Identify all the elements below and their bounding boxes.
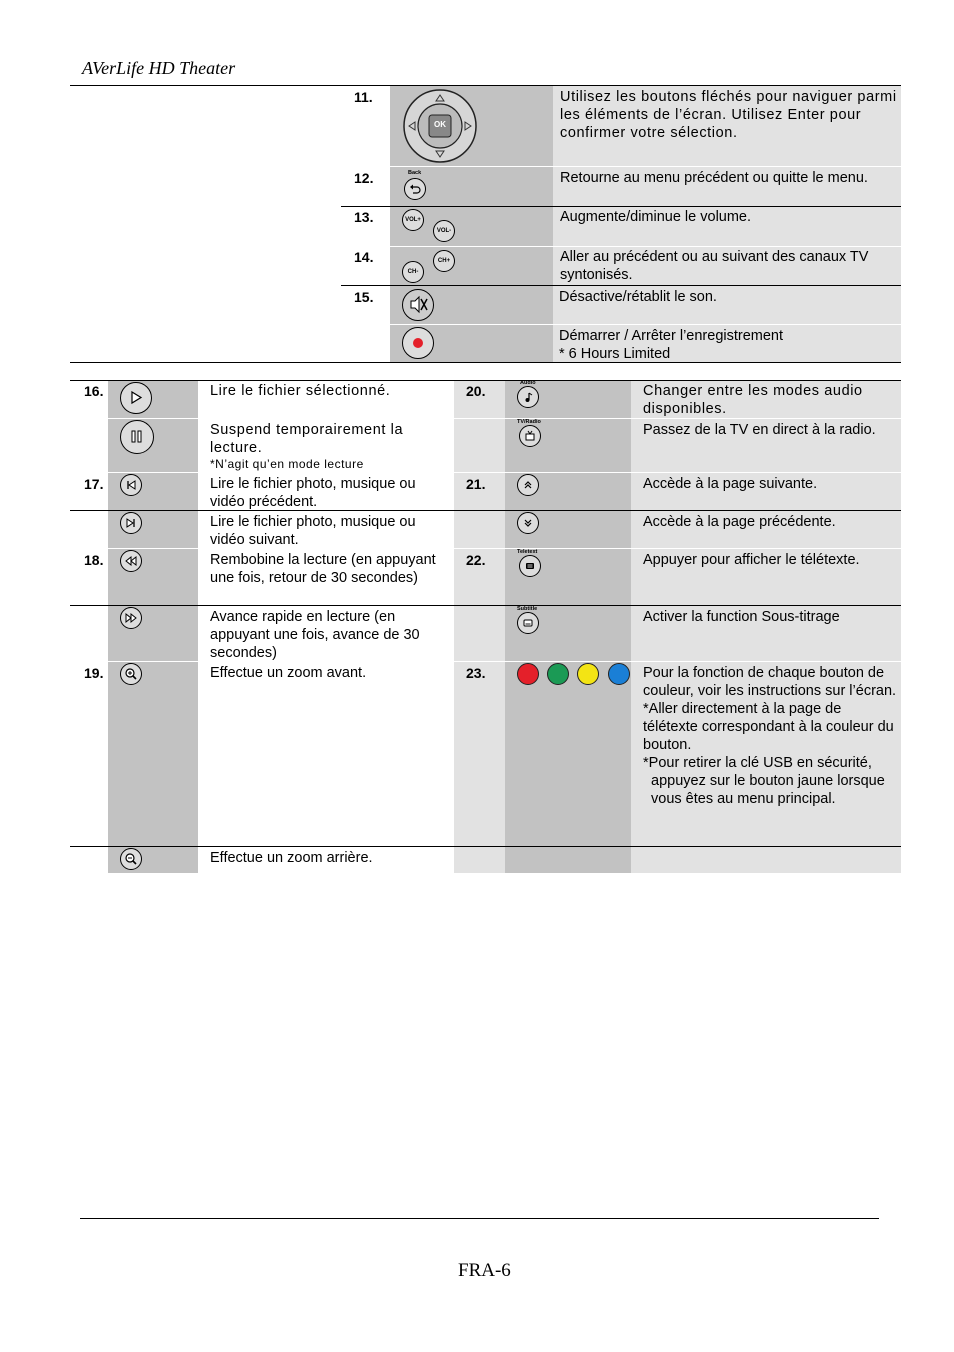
rewind-icon [120,550,142,572]
item-number: 23. [466,665,486,681]
row-description: Passez de la TV en direct à la radio. [643,422,876,438]
row-description: Accède à la page précédente. [643,514,836,530]
item-number: 13. [354,209,374,225]
row-description: Retourne au menu précédent ou quitte le menu. [560,170,868,186]
row-divider [341,206,901,207]
item-number: 20. [466,383,486,399]
row-description: Lire le fichier photo, musique ou vidéo précédent. [210,476,416,510]
row-separator [390,324,901,325]
row-divider [341,285,901,286]
audio-icon [517,386,539,408]
previous-icon [120,474,142,496]
row-description: Augmente/diminue le volume. [560,209,752,225]
row-separator [108,472,198,473]
row-divider [70,605,901,606]
ch-minus-label: CH- [407,269,419,275]
ok-label: OK [434,120,446,129]
ch-plus-label: CH+ [437,258,451,264]
document-header: AVerLife HD Theater [82,58,236,78]
subtitle-icon [517,612,539,634]
audio-button-label: Audio [520,380,536,386]
color-buttons-line: *Pour retirer la clé USB en sécurité, appuyez sur le bouton jaune lorsque vous êtes au menu principal. [643,755,885,807]
row-description: Effectue un zoom arrière. [210,850,373,866]
dpad-ok-icon [402,88,478,164]
row-description: Effectue un zoom avant. [210,665,367,681]
page-down-icon [517,512,539,534]
color-buttons-line: *Aller directement à la page de télétexte correspondant à la couleur du bouton. [643,701,894,753]
channel-up-icon [433,250,455,272]
tv-radio-icon [519,425,541,447]
pause-icon [120,420,154,454]
row-description: Rembobine la lecture (en appuyant une fois, retour de 30 secondes) [210,552,436,586]
record-dot [413,338,423,348]
volume-up-icon [402,209,424,231]
subtitle-button-label: Subtitle [517,606,538,612]
volume-down-icon [433,220,455,242]
green-button-icon [547,663,569,685]
item-number: 15. [354,289,374,305]
channel-down-icon [402,261,424,283]
item-number: 22. [466,552,486,568]
item-number: 12. [354,170,374,186]
row-description: Lire le fichier photo, musique ou vidéo suivant. [210,514,416,548]
zoom-in-icon [120,663,142,685]
tv-radio-button-label: TV/Radio [517,419,541,425]
item-number: 19. [84,665,104,681]
row-description: Lire le fichier sélectionné. [210,383,391,399]
footer-rule [80,1218,879,1219]
item-number: 17. [84,476,104,492]
row-description: Aller au précédent ou au suivant des canaux TV syntonisés. [560,249,869,283]
red-button-icon [517,663,539,685]
item-number: 21. [466,476,486,492]
row-description: Accède à la page suivante. [643,476,818,492]
row-description [210,421,450,472]
yellow-button-icon [577,663,599,685]
page-up-icon [517,474,539,496]
left-icon-column [108,381,198,873]
row-description: Avance rapide en lecture (en appuyant une fois, avance de 30 secondes) [210,609,420,661]
row-separator [108,548,198,549]
color-buttons-line: Pour la fonction de chaque bouton de couleur, voir les instructions sur l’écran. [643,665,897,699]
record-limit-note: * 6 Hours Limited [559,346,671,362]
vol-plus-label: VOL+ [405,217,421,223]
page-number: FRA-6 [458,1260,511,1281]
row-description: Changer entre les modes audio disponibles. [643,383,863,417]
row-description: Démarrer / Arrêter l’enregistrement [559,328,784,344]
row-separator [108,418,198,419]
row-separator [390,166,901,167]
vol-minus-label: VOL- [436,228,452,234]
right-number-column [454,381,505,873]
color-buttons-description [643,664,898,808]
pause-note: *N’agit qu’en mode lecture [210,457,364,471]
fast-forward-icon [120,607,142,629]
row-description: Désactive/rétablit le son. [559,289,717,305]
row-separator [108,661,198,662]
item-number: 18. [84,552,104,568]
back-icon [404,178,426,200]
row-divider [70,846,901,847]
row-description: Utilisez les boutons fléchés pour naviguer parmi les éléments de l’écran. Utilisez Enter pour confirmer votre sélection. [560,89,897,141]
row-separator [454,661,901,662]
row-description: Appuyer pour afficher le télétexte. [643,552,860,568]
teletext-button-label: Teletext [517,549,538,555]
row-divider [70,510,901,511]
row-separator [454,472,901,473]
row-separator [390,246,901,247]
record-icon [402,327,434,359]
item-number: 11. [354,89,373,105]
item-number: 14. [354,249,374,265]
pause-text: Suspend temporairement la lecture. [210,422,404,456]
back-button-label: Back [408,170,422,176]
blue-button-icon [608,663,630,685]
teletext-icon [519,555,541,577]
next-icon [120,512,142,534]
row-description: Activer la function Sous-titrage [643,609,840,625]
item-number: 16. [84,383,104,399]
mute-icon [402,289,434,321]
play-icon [120,382,152,414]
zoom-out-icon [120,848,142,870]
